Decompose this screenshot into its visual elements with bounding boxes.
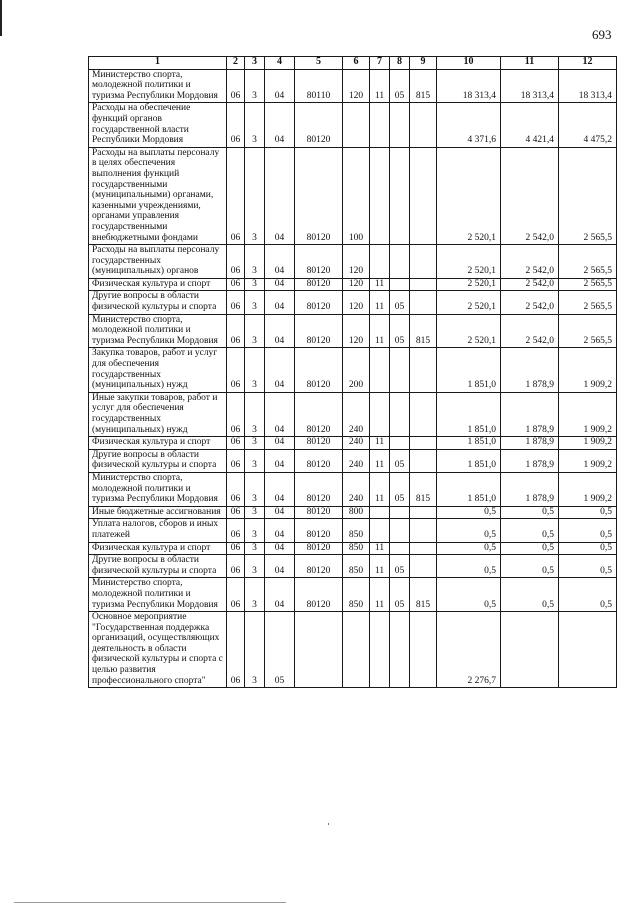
amount-cell: 18 313,4 (437, 69, 501, 103)
table-row (89, 245, 617, 279)
code-cell: 06 (227, 578, 245, 612)
table-row (89, 437, 617, 450)
row-name-cell: Расходы на выплаты персоналу государственных (муниципальных) органов (89, 245, 227, 279)
column-header: 6 (343, 57, 370, 70)
amount-cell: 0,5 (501, 555, 559, 578)
row-name-cell: Министерство спорта, молодежной политики и туризма Республики Мордовия (89, 314, 227, 348)
column-header: 5 (295, 57, 343, 70)
code-cell: 815 (410, 578, 437, 612)
amount-cell: 0,5 (437, 542, 501, 555)
amount-cell (501, 612, 559, 688)
code-cell (390, 245, 410, 279)
code-cell: 80120 (295, 314, 343, 348)
code-cell (410, 278, 437, 291)
code-cell: 06 (227, 245, 245, 279)
amount-cell: 1 851,0 (437, 348, 501, 392)
code-cell: 04 (265, 542, 295, 555)
table-row (89, 314, 617, 348)
code-cell: 815 (410, 472, 437, 506)
amount-cell: 2 276,7 (437, 612, 501, 688)
table-row (89, 472, 617, 506)
amount-cell: 0,5 (501, 506, 559, 519)
code-cell (410, 506, 437, 519)
code-cell: 04 (265, 348, 295, 392)
code-cell (370, 245, 390, 279)
code-cell (410, 519, 437, 542)
code-cell (390, 542, 410, 555)
code-cell (370, 348, 390, 392)
amount-cell: 0,5 (501, 578, 559, 612)
page-number: 693 (592, 27, 612, 42)
amount-cell: 1 851,0 (437, 392, 501, 436)
table-row (89, 506, 617, 519)
code-cell: 05 (265, 612, 295, 688)
amount-cell: 0,5 (437, 506, 501, 519)
code-cell (390, 519, 410, 542)
code-cell: 11 (370, 437, 390, 450)
amount-cell: 1 851,0 (437, 449, 501, 472)
code-cell: 11 (370, 278, 390, 291)
code-cell: 850 (343, 542, 370, 555)
amount-cell (559, 612, 617, 688)
code-cell: 11 (370, 472, 390, 506)
amount-cell: 0,5 (559, 542, 617, 555)
code-cell: 05 (390, 578, 410, 612)
table-row (89, 278, 617, 291)
code-cell: 04 (265, 555, 295, 578)
code-cell: 240 (343, 449, 370, 472)
amount-cell: 0,5 (501, 519, 559, 542)
code-cell: 3 (245, 147, 265, 244)
code-cell (390, 506, 410, 519)
code-cell: 80120 (295, 437, 343, 450)
amount-cell: 1 878,9 (501, 392, 559, 436)
row-name-cell: Министерство спорта, молодежной политики и туризма Республики Мордовия (89, 578, 227, 612)
code-cell (410, 245, 437, 279)
code-cell: 11 (370, 555, 390, 578)
page-edge-mark (0, 0, 2, 36)
amount-cell: 0,5 (437, 555, 501, 578)
code-cell: 80120 (295, 278, 343, 291)
code-cell: 04 (265, 147, 295, 244)
code-cell: 240 (343, 392, 370, 436)
code-cell: 04 (265, 291, 295, 314)
row-name-cell: Закупка товаров, работ и услуг для обеспечения государственных (муниципальных) нужд (89, 348, 227, 392)
column-header: 1 (89, 57, 227, 70)
table-header-row (89, 57, 617, 70)
amount-cell: 2 520,1 (437, 291, 501, 314)
amount-cell: 1 878,9 (501, 437, 559, 450)
row-name-cell: Иные закупки товаров, работ и услуг для обеспечения государственных (муниципальных) нужд (89, 392, 227, 436)
code-cell: 11 (370, 449, 390, 472)
code-cell: 80120 (295, 103, 343, 147)
code-cell: 11 (370, 69, 390, 103)
code-cell: 11 (370, 578, 390, 612)
column-header: 10 (437, 57, 501, 70)
budget-table (88, 56, 617, 688)
code-cell: 80120 (295, 506, 343, 519)
code-cell: 06 (227, 542, 245, 555)
code-cell: 120 (343, 245, 370, 279)
amount-cell: 4 371,6 (437, 103, 501, 147)
code-cell: 06 (227, 348, 245, 392)
amount-cell: 0,5 (559, 519, 617, 542)
code-cell (410, 103, 437, 147)
code-cell: 04 (265, 392, 295, 436)
code-cell: 80120 (295, 542, 343, 555)
amount-cell: 2 542,0 (501, 314, 559, 348)
amount-cell: 0,5 (437, 578, 501, 612)
table-row (89, 578, 617, 612)
code-cell (390, 437, 410, 450)
code-cell: 240 (343, 472, 370, 506)
code-cell: 06 (227, 392, 245, 436)
code-cell: 11 (370, 542, 390, 555)
code-cell (370, 519, 390, 542)
amount-cell: 1 909,2 (559, 472, 617, 506)
code-cell: 3 (245, 472, 265, 506)
code-cell: 04 (265, 506, 295, 519)
code-cell: 3 (245, 542, 265, 555)
code-cell: 80120 (295, 348, 343, 392)
code-cell: 04 (265, 449, 295, 472)
amount-cell: 1 878,9 (501, 472, 559, 506)
table-row (89, 612, 617, 688)
table-row (89, 449, 617, 472)
column-header: 12 (559, 57, 617, 70)
code-cell: 06 (227, 314, 245, 348)
code-cell: 815 (410, 314, 437, 348)
row-name-cell: Министерство спорта, молодежной политики и туризма Республики Мордовия (89, 69, 227, 103)
amount-cell: 0,5 (437, 519, 501, 542)
code-cell (390, 147, 410, 244)
amount-cell: 1 878,9 (501, 449, 559, 472)
amount-cell: 0,5 (559, 555, 617, 578)
code-cell: 04 (265, 472, 295, 506)
row-name-cell: Физическая культура и спорт (89, 437, 227, 450)
code-cell (410, 555, 437, 578)
code-cell: 3 (245, 103, 265, 147)
amount-cell: 2 542,0 (501, 245, 559, 279)
column-header: 3 (245, 57, 265, 70)
code-cell (390, 103, 410, 147)
amount-cell: 2 565,5 (559, 147, 617, 244)
code-cell: 120 (343, 69, 370, 103)
amount-cell: 18 313,4 (559, 69, 617, 103)
code-cell (390, 392, 410, 436)
column-header: 9 (410, 57, 437, 70)
footer-rule (14, 902, 286, 903)
table-row (89, 69, 617, 103)
row-name-cell: Уплата налогов, сборов и иных платежей (89, 519, 227, 542)
table-row (89, 291, 617, 314)
table-row (89, 147, 617, 244)
code-cell: 04 (265, 245, 295, 279)
code-cell (370, 392, 390, 436)
code-cell (390, 348, 410, 392)
code-cell: 800 (343, 506, 370, 519)
code-cell: 06 (227, 291, 245, 314)
code-cell (410, 291, 437, 314)
table-row (89, 392, 617, 436)
column-header: 7 (370, 57, 390, 70)
code-cell: 3 (245, 291, 265, 314)
code-cell: 80120 (295, 519, 343, 542)
code-cell: 06 (227, 449, 245, 472)
code-cell: 3 (245, 314, 265, 348)
code-cell: 05 (390, 291, 410, 314)
code-cell: 80120 (295, 578, 343, 612)
table-row (89, 542, 617, 555)
code-cell (370, 612, 390, 688)
code-cell (410, 437, 437, 450)
code-cell: 04 (265, 69, 295, 103)
code-cell: 06 (227, 69, 245, 103)
amount-cell: 2 520,1 (437, 278, 501, 291)
code-cell (410, 449, 437, 472)
amount-cell: 1 909,2 (559, 449, 617, 472)
code-cell: 240 (343, 437, 370, 450)
code-cell: 850 (343, 555, 370, 578)
amount-cell: 1 909,2 (559, 392, 617, 436)
amount-cell: 2 565,5 (559, 291, 617, 314)
scan-speck (328, 823, 329, 825)
amount-cell: 1 909,2 (559, 437, 617, 450)
code-cell: 3 (245, 519, 265, 542)
code-cell (410, 147, 437, 244)
amount-cell: 1 851,0 (437, 472, 501, 506)
code-cell: 05 (390, 555, 410, 578)
amount-cell: 2 520,1 (437, 245, 501, 279)
column-header: 4 (265, 57, 295, 70)
row-name-cell: Другие вопросы в области физической культуры и спорта (89, 291, 227, 314)
code-cell: 3 (245, 612, 265, 688)
code-cell: 04 (265, 437, 295, 450)
row-name-cell: Основное мероприятие "Государственная поддержка организаций, осуществляющих деятельность в области физической культуры и спорта с целью развития профессионального спорта" (89, 612, 227, 688)
code-cell: 80120 (295, 147, 343, 244)
row-name-cell: Расходы на обеспечение функций органов государственной власти Республики Мордовия (89, 103, 227, 147)
table-row (89, 348, 617, 392)
code-cell (390, 278, 410, 291)
code-cell: 04 (265, 519, 295, 542)
code-cell: 11 (370, 314, 390, 348)
code-cell (410, 612, 437, 688)
row-name-cell: Другие вопросы в области физической культуры и спорта (89, 555, 227, 578)
code-cell: 06 (227, 472, 245, 506)
code-cell: 120 (343, 278, 370, 291)
amount-cell: 0,5 (559, 506, 617, 519)
code-cell (410, 392, 437, 436)
code-cell: 06 (227, 147, 245, 244)
column-header: 2 (227, 57, 245, 70)
code-cell: 200 (343, 348, 370, 392)
code-cell: 05 (390, 449, 410, 472)
amount-cell: 4 475,2 (559, 103, 617, 147)
amount-cell: 1 851,0 (437, 437, 501, 450)
code-cell: 80120 (295, 555, 343, 578)
code-cell: 120 (343, 314, 370, 348)
amount-cell: 2 520,1 (437, 147, 501, 244)
amount-cell: 2 542,0 (501, 278, 559, 291)
row-name-cell: Другие вопросы в области физической культуры и спорта (89, 449, 227, 472)
code-cell: 06 (227, 519, 245, 542)
amount-cell: 2 565,5 (559, 314, 617, 348)
code-cell: 06 (227, 103, 245, 147)
table-row (89, 519, 617, 542)
code-cell: 120 (343, 291, 370, 314)
amount-cell: 2 542,0 (501, 291, 559, 314)
amount-cell: 18 313,4 (501, 69, 559, 103)
row-name-cell: Иные бюджетные ассигнования (89, 506, 227, 519)
code-cell (410, 542, 437, 555)
code-cell: 80110 (295, 69, 343, 103)
amount-cell: 2 520,1 (437, 314, 501, 348)
code-cell: 3 (245, 437, 265, 450)
row-name-cell: Физическая культура и спорт (89, 542, 227, 555)
code-cell: 850 (343, 519, 370, 542)
code-cell: 3 (245, 69, 265, 103)
code-cell (370, 506, 390, 519)
code-cell: 3 (245, 348, 265, 392)
code-cell: 04 (265, 103, 295, 147)
code-cell: 80120 (295, 291, 343, 314)
code-cell (295, 612, 343, 688)
code-cell: 3 (245, 245, 265, 279)
code-cell: 3 (245, 506, 265, 519)
code-cell: 05 (390, 314, 410, 348)
row-name-cell: Физическая культура и спорт (89, 278, 227, 291)
code-cell: 06 (227, 278, 245, 291)
table-row (89, 103, 617, 147)
amount-cell: 0,5 (501, 542, 559, 555)
code-cell: 04 (265, 578, 295, 612)
code-cell: 06 (227, 437, 245, 450)
amount-cell: 2 565,5 (559, 245, 617, 279)
code-cell: 3 (245, 278, 265, 291)
code-cell: 04 (265, 278, 295, 291)
code-cell (343, 103, 370, 147)
code-cell (390, 612, 410, 688)
code-cell: 80120 (295, 472, 343, 506)
row-name-cell: Министерство спорта, молодежной политики и туризма Республики Мордовия (89, 472, 227, 506)
code-cell: 05 (390, 69, 410, 103)
code-cell: 3 (245, 449, 265, 472)
code-cell (370, 147, 390, 244)
table-row (89, 555, 617, 578)
code-cell: 3 (245, 555, 265, 578)
code-cell: 06 (227, 555, 245, 578)
code-cell: 80120 (295, 449, 343, 472)
amount-cell: 1 878,9 (501, 348, 559, 392)
column-header: 11 (501, 57, 559, 70)
amount-cell: 0,5 (559, 578, 617, 612)
code-cell: 3 (245, 578, 265, 612)
code-cell: 11 (370, 291, 390, 314)
code-cell (410, 348, 437, 392)
amount-cell: 2 542,0 (501, 147, 559, 244)
code-cell: 100 (343, 147, 370, 244)
code-cell: 850 (343, 578, 370, 612)
code-cell (343, 612, 370, 688)
code-cell: 06 (227, 612, 245, 688)
amount-cell: 4 421,4 (501, 103, 559, 147)
row-name-cell: Расходы на выплаты персоналу в целях обеспечения выполнения функций государственными (муниципальными) органами, казенными учреждениями, органами управления государственными внебюджетными фондами (89, 147, 227, 244)
code-cell: 06 (227, 506, 245, 519)
code-cell (370, 103, 390, 147)
column-header: 8 (390, 57, 410, 70)
code-cell: 80120 (295, 392, 343, 436)
code-cell: 3 (245, 392, 265, 436)
code-cell: 05 (390, 472, 410, 506)
code-cell: 80120 (295, 245, 343, 279)
amount-cell: 1 909,2 (559, 348, 617, 392)
code-cell: 815 (410, 69, 437, 103)
code-cell: 04 (265, 314, 295, 348)
amount-cell: 2 565,5 (559, 278, 617, 291)
